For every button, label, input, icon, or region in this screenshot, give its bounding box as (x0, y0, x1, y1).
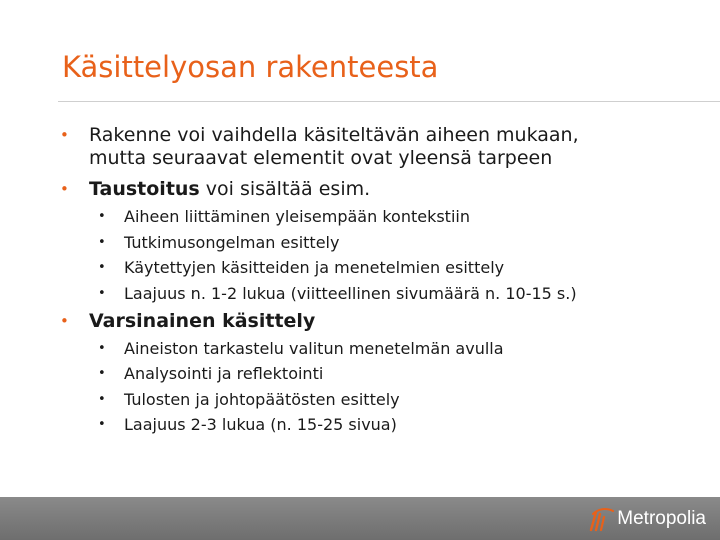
bullet-marker: • (60, 180, 69, 198)
sub-item-text: Tulosten ja johtopäätösten esittely (124, 390, 400, 409)
sub-bullet-marker: • (98, 235, 106, 250)
sub-item-text: Laajuus 2-3 lukua (n. 15-25 sivua) (124, 415, 397, 434)
metropolia-logo (587, 506, 706, 532)
taustoitus-heading: Taustoitus (89, 178, 200, 200)
bullet-marker: • (60, 312, 69, 330)
sub-item-text: Aineiston tarkastelu valitun menetelmän avulla (124, 339, 504, 358)
bullet-intro-line2: mutta seuraavat elementit ovat yleensä tarpeen (89, 147, 553, 169)
sub-bullet-marker: • (98, 286, 106, 301)
slide-title: Käsittelyosan rakenteesta (62, 50, 439, 84)
sub-item-text: Käytettyjen käsitteiden ja menetelmien esittely (124, 258, 505, 277)
sub-item-text: Tutkimusongelman esittely (124, 233, 340, 252)
sub-item-text: Laajuus n. 1-2 lukua (viitteellinen sivumäärä n. 10-15 s.) (124, 284, 577, 303)
logo-text: Metropolia (617, 508, 706, 529)
sub-item-text: Analysointi ja reflektointi (124, 364, 324, 383)
bullet-intro-line1: Rakenne voi vaihdella käsiteltävän aiheen mukaan, (89, 124, 579, 146)
taustoitus-rest: voi sisältää esim. (199, 178, 371, 200)
metropolia-logo-icon (587, 506, 615, 532)
sub-bullet-marker: • (98, 417, 106, 432)
sub-bullet-marker: • (98, 366, 106, 381)
title-divider (58, 101, 720, 102)
varsinainen-heading: Varsinainen käsittely (89, 310, 316, 332)
sub-item-text: Aiheen liittäminen yleisempään kontekstiin (124, 207, 470, 226)
sub-bullet-marker: • (98, 341, 106, 356)
sub-bullet-marker: • (98, 392, 106, 407)
bullet-taustoitus-text (89, 178, 689, 201)
sub-bullet-marker: • (98, 260, 106, 275)
bullet-marker: • (60, 126, 69, 144)
footer-bar (0, 497, 720, 540)
sub-bullet-marker: • (98, 209, 106, 224)
